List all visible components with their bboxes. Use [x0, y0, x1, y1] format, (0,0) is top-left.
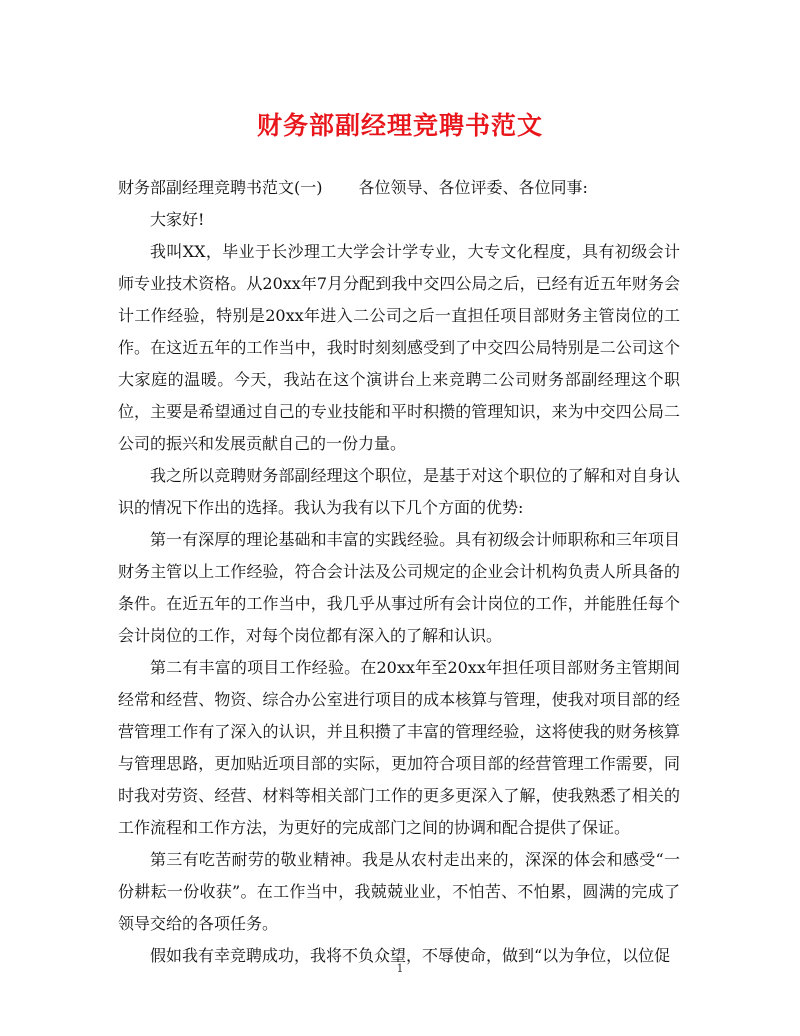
paragraph-reason: 我之所以竞聘财务部副经理这个职位，是基于对这个职位的了解和对自身认识的情况下作出的选择。我认为我有以下几个方面的优势:: [118, 466, 680, 517]
paragraph-advantage-3: 第三有吃苦耐劳的敬业精神。我是从农村走出来的，深深的体会和感受“一份耕耘一份收获”。在工作当中，我兢兢业业，不怕苦、不怕累，圆满的完成了领导交给的各项任务。: [118, 850, 680, 933]
paragraph-greeting: 大家好!: [150, 210, 205, 229]
page-number: 1: [396, 962, 404, 975]
paragraph-advantage-1: 第一有深厚的理论基础和丰富的实践经验。具有初级会计师职称和三年项目财务主管以上工作经验，符合会计法及公司规定的企业会计机构负责人所具备的条件。在近五年的工作当中，我几乎从事过所有会计岗位的工作，并能胜任每个会计岗位的工作，对每个岗位都有深入的了解和认识。: [118, 530, 680, 645]
document-body: [118, 172, 680, 972]
document-title: 财务部副经理竞聘书范文: [256, 111, 543, 140]
salutation: 各位领导、各位评委、各位同事:: [358, 178, 588, 197]
intro-line: [118, 172, 680, 204]
paragraph-advantage-2: 第二有丰富的项目工作经验。在20xx年至20xx年担任项目部财务主管期间经常和经营、物资、综合办公室进行项目的成本核算与管理，使我对项目部的经营管理工作有了深入的认识，并且积攒了丰富的管理经验，这将使我的财务核算与管理思路，更加贴近项目部的实际，更加符合项目部的经营管理工作需要，同时我对劳资、经营、材料等相关部门工作的更多更深入了解，使我熟悉了相关的工作流程和工作方法，为更好的完成部门之间的协调和配合提供了保证。: [118, 658, 680, 837]
paragraph-commitment: 假如我有幸竞聘成功，我将不负众望，不辱使命，做到“以为争位，以位促: [150, 946, 671, 965]
intro-heading: 财务部副经理竞聘书范文(一): [118, 178, 323, 197]
paragraph-self-intro: 我叫XX，毕业于长沙理工大学会计学专业，大专文化程度，具有初级会计师专业技术资格。从20xx年7月分配到我中交四公局之后，已经有近五年财务会计工作经验，特别是20xx年进入二公司之后一直担任项目部财务主管岗位的工作。在这近五年的工作当中，我时时刻刻感受到了中交四公局特别是二公司这个大家庭的温暖。今天，我站在这个演讲台上来竞聘二公司财务部副经理这个职位，主要是希望通过自己的专业技能和平时积攒的管理知识，来为中交四公局二公司的振兴和发展贡献自己的一份力量。: [118, 242, 680, 453]
